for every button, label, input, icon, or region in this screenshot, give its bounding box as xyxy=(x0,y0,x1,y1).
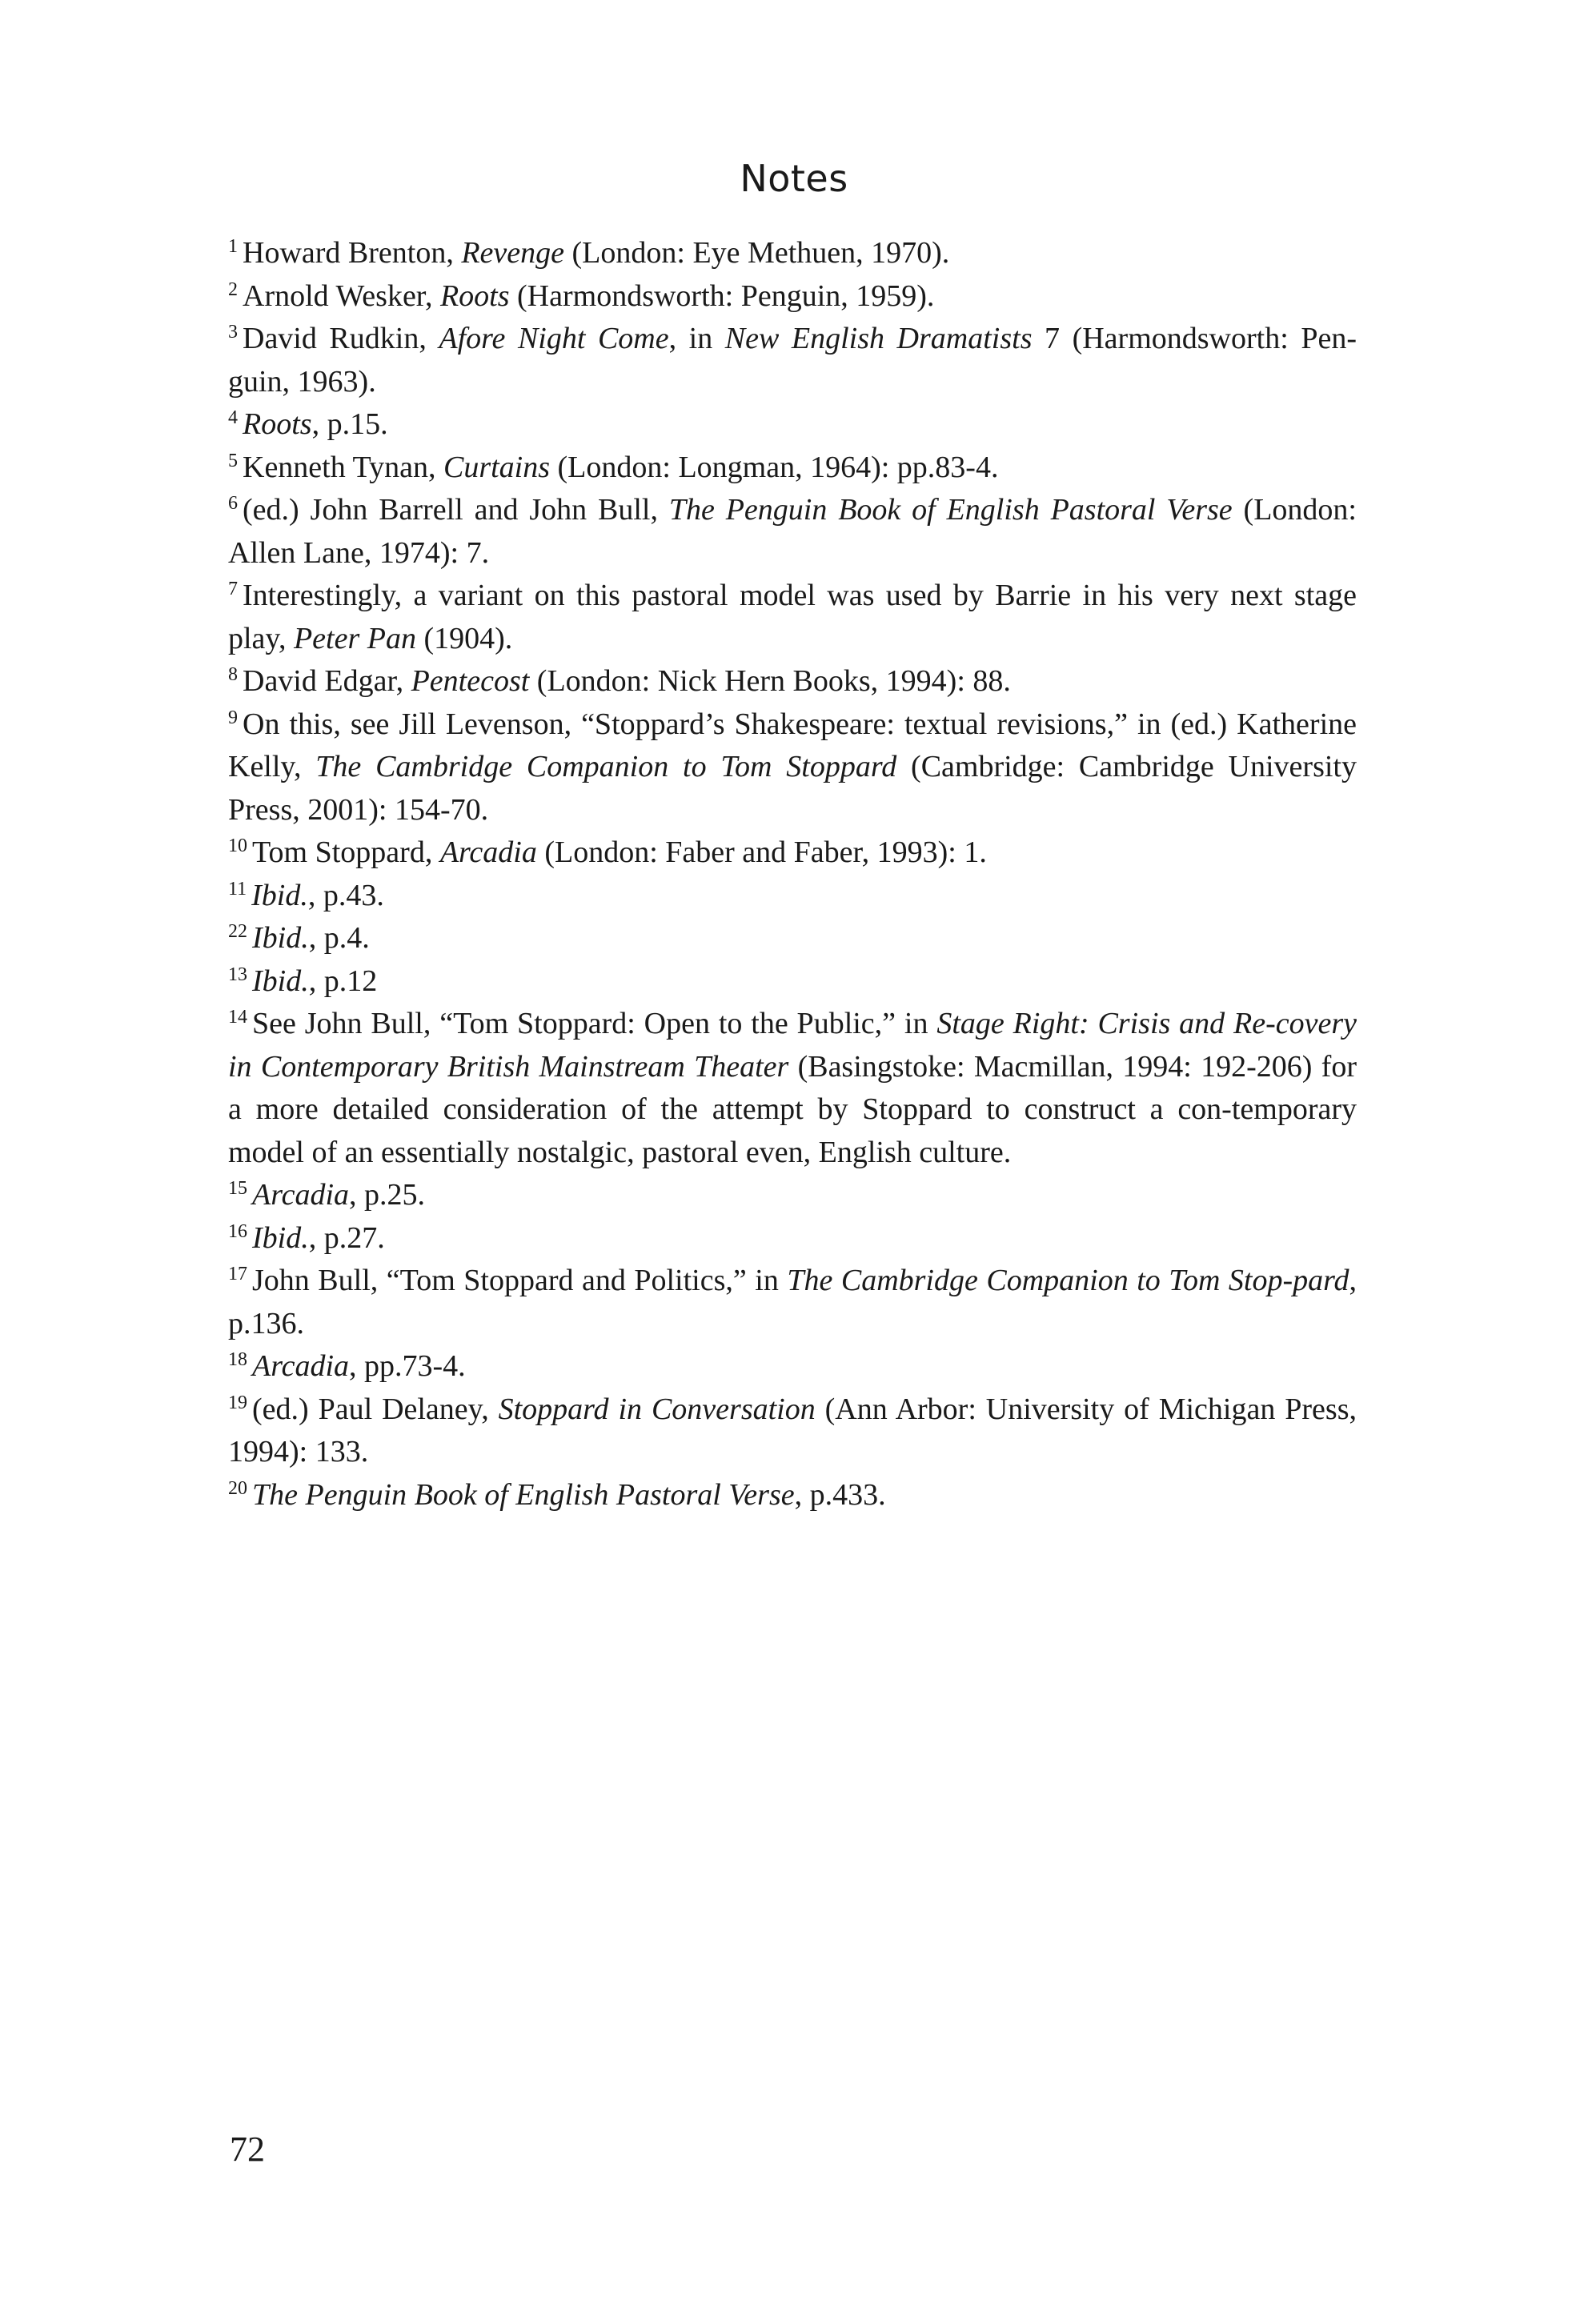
footnote-9 xyxy=(228,703,1357,832)
footnote-italic-text: Curtains xyxy=(443,450,551,484)
footnote-14 xyxy=(228,1003,1357,1174)
notes-list xyxy=(228,232,1357,1517)
footnote-text: (Harmondsworth: Penguin, 1959). xyxy=(509,278,935,313)
footnote-text: , p.27. xyxy=(308,1220,385,1255)
footnote-italic-text: The Penguin Book of English Pastoral Verse xyxy=(668,493,1233,527)
footnote-text: , p.136. xyxy=(228,1264,1357,1340)
footnote-18 xyxy=(228,1345,1357,1388)
footnote-11 xyxy=(228,875,1357,918)
page-title: Notes xyxy=(740,157,848,200)
footnote-italic-text: Stoppard in Conversation xyxy=(498,1392,816,1426)
footnote-3 xyxy=(228,318,1357,403)
footnote-italic-text: Pentecost xyxy=(411,664,530,698)
footnote-5 xyxy=(228,447,1357,490)
footnote-italic-text: Revenge xyxy=(461,236,565,270)
footnote-number: 7 xyxy=(228,579,238,599)
footnote-italic-text: Peter Pan xyxy=(293,621,416,655)
footnote-1 xyxy=(228,232,1357,275)
footnote-italic-text: Ibid. xyxy=(252,964,309,998)
footnote-text: (Basingstoke: Macmillan, 1994: 192-206) for a more detailed consideration of the attempt by Stoppard to construct a con-temporary model of an essentially nostalgic, pastoral even, English culture. xyxy=(228,1049,1357,1169)
footnote-italic-text: Ibid. xyxy=(251,878,308,912)
footnote-text: (London: Eye Methuen, 1970). xyxy=(564,236,950,270)
footnote-text: Arnold Wesker, xyxy=(243,278,440,313)
footnote-text: , p.12 xyxy=(308,964,378,998)
footnote-italic-text: Ibid. xyxy=(252,1220,309,1255)
footnote-number: 15 xyxy=(228,1178,247,1199)
footnote-italic-text: Stage Right: Crisis and Re-covery in Contemporary British Mainstream Theater xyxy=(228,1007,1357,1084)
footnote-number: 2 xyxy=(228,278,238,300)
footnote-italic-text: Arcadia xyxy=(439,835,537,869)
footnote-17 xyxy=(228,1260,1357,1345)
footnote-16 xyxy=(228,1217,1357,1260)
footnote-2 xyxy=(228,275,1357,319)
footnote-text: , pp.73-4. xyxy=(349,1349,466,1383)
footnote-text: Kenneth Tynan, xyxy=(243,450,443,484)
footnote-13 xyxy=(228,960,1357,1004)
footnote-number: 19 xyxy=(228,1392,247,1413)
footnote-text: (London: Faber and Faber, 1993): 1. xyxy=(536,835,987,869)
footnote-italic-text: Arcadia xyxy=(252,1178,350,1212)
footnote-number: 11 xyxy=(228,878,247,900)
footnote-number: 1 xyxy=(228,236,238,257)
footnote-number: 20 xyxy=(228,1477,247,1499)
footnote-text: , p.15. xyxy=(311,407,388,441)
footnote-number: 14 xyxy=(228,1007,247,1028)
footnote-text: , p.433. xyxy=(794,1477,886,1512)
footnote-italic-text: Afore Night Come xyxy=(439,322,669,355)
footnote-number: 9 xyxy=(228,707,238,728)
footnote-text: David Edgar, xyxy=(243,664,411,698)
footnote-text: , p.25. xyxy=(349,1178,426,1212)
footnote-italic-text: The Penguin Book of English Pastoral Verse xyxy=(252,1477,795,1512)
footnote-number: 8 xyxy=(228,664,238,685)
footnote-19 xyxy=(228,1388,1357,1474)
footnote-text: , p.43. xyxy=(307,878,384,912)
footnote-text: Interestingly, a variant on this pastoral model was used by Barrie in his very next stage play, xyxy=(228,579,1357,655)
footnote-italic-text: Roots xyxy=(243,407,312,441)
footnote-text: David Rudkin, xyxy=(243,322,439,355)
footnote-text: (London: Nick Hern Books, 1994): 88. xyxy=(529,664,1011,698)
footnote-text: See John Bull, “Tom Stoppard: Open to the Public,” in xyxy=(252,1007,937,1040)
footnote-number: 13 xyxy=(228,964,247,985)
footnote-text: , p.4. xyxy=(308,921,370,955)
footnote-number: 17 xyxy=(228,1264,247,1284)
footnote-text: Tom Stoppard, xyxy=(252,835,440,869)
footnote-text: (ed.) John Barrell and John Bull, xyxy=(243,493,669,527)
footnote-number: 10 xyxy=(228,835,247,856)
footnote-22 xyxy=(228,917,1357,960)
footnote-italic-text: New English Dramatists xyxy=(724,322,1033,355)
footnote-italic-text: Ibid. xyxy=(252,921,309,955)
footnote-number: 16 xyxy=(228,1220,247,1242)
page-number: 72 xyxy=(230,2130,265,2169)
footnote-italic-text: The Cambridge Companion to Tom Stoppard xyxy=(315,750,897,783)
footnote-text: (ed.) Paul Delaney, xyxy=(252,1392,499,1426)
footnote-10 xyxy=(228,831,1357,875)
footnote-text: (Cambridge: Cambridge University Press, 2001): 154-70. xyxy=(228,750,1357,827)
footnote-text: Howard Brenton, xyxy=(243,236,462,270)
footnote-text: , in xyxy=(668,322,725,355)
footnote-text: On this, see Jill Levenson, “Stoppard’s Shakespeare: textual revisions,” in (ed.) Katherine Kelly, xyxy=(228,707,1357,783)
footnote-number: 22 xyxy=(228,921,247,942)
footnote-20 xyxy=(228,1474,1357,1517)
footnote-text: John Bull, “Tom Stoppard and Politics,” in xyxy=(252,1264,788,1297)
footnote-8 xyxy=(228,660,1357,703)
footnote-text: 7 (Harmondsworth: Pen-guin, 1963). xyxy=(228,322,1357,399)
footnote-italic-text: Roots xyxy=(439,278,510,313)
footnote-text: (Ann Arbor: University of Michigan Press, 1994): 133. xyxy=(228,1392,1357,1469)
footnote-number: 3 xyxy=(228,322,238,343)
footnote-text: (London: Longman, 1964): pp.83-4. xyxy=(550,450,999,484)
footnote-15 xyxy=(228,1174,1357,1217)
footnote-number: 18 xyxy=(228,1349,247,1370)
footnote-7 xyxy=(228,575,1357,660)
footnote-text: (London: Allen Lane, 1974): 7. xyxy=(228,493,1357,570)
footnote-number: 4 xyxy=(228,407,238,428)
footnote-text: (1904). xyxy=(415,621,513,655)
footnote-6 xyxy=(228,489,1357,575)
footnote-number: 5 xyxy=(228,450,238,471)
footnote-number: 6 xyxy=(228,493,238,514)
footnote-4 xyxy=(228,403,1357,447)
footnote-italic-text: Arcadia xyxy=(252,1349,350,1383)
footnote-italic-text: The Cambridge Companion to Tom Stop-pard xyxy=(787,1264,1349,1297)
